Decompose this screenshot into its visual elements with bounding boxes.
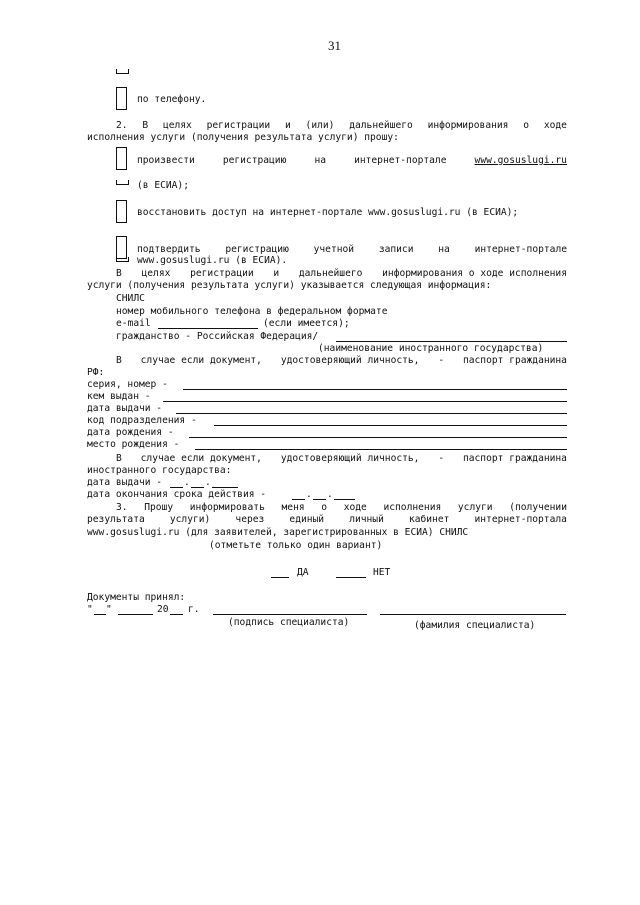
option-confirm-line1: подтвердить регистрацию учетной записи на интернет-портале (137, 244, 567, 255)
option-register-line1: произвести регистрацию на интернет-портале www.gosuslugi.ru (137, 155, 567, 166)
rf-issued-by-line[interactable] (163, 401, 567, 402)
rf-birth-place-label: место рождения - (87, 439, 180, 450)
rf-passport-intro-line2: РФ: (87, 367, 105, 378)
checkbox-phone[interactable] (116, 87, 127, 110)
checkbox-restore[interactable] (116, 200, 127, 223)
foreign-expiry-year[interactable] (334, 499, 355, 500)
choice-yes: ДА (297, 567, 309, 578)
signature-line[interactable] (213, 614, 367, 615)
foreign-expiry-day[interactable] (292, 499, 305, 500)
foreign-issue-day[interactable] (170, 487, 183, 488)
date-quote-open: " (87, 604, 93, 615)
field-email-label: e-mail (116, 318, 151, 329)
info-para-line2: услуги (получения результата услуги) указывается следующая информация: (87, 280, 492, 291)
item3-line2: результата услуги) через единый личный кабинет интернет-портала (87, 514, 567, 525)
rf-passport-intro-line1: В случае если документ, удостоверяющий личность, - паспорт гражданина (116, 355, 567, 366)
accepted-day-line[interactable] (94, 614, 106, 615)
rf-division-code-line[interactable] (214, 425, 567, 426)
rf-issue-date-label: дата выдачи - (87, 403, 163, 414)
field-snils: СНИЛС (116, 293, 145, 304)
rf-series-number-label: серия, номер - (87, 379, 168, 390)
accepted-year-line[interactable] (170, 614, 183, 615)
foreign-issue-year[interactable] (212, 487, 238, 488)
foreign-state-caption: (наименование иностранного государства) (318, 343, 544, 354)
foreign-issue-date-label: дата выдачи - (87, 477, 163, 488)
checkbox-register-bottom (116, 180, 129, 185)
field-mobile: номер мобильного телефона в федеральном формате (116, 306, 388, 317)
page-number: 31 (328, 38, 341, 53)
foreign-passport-intro-line1: В случае если документ, удостоверяющий личность, - паспорт гражданина (116, 453, 567, 464)
item2-line1: 2. В целях регистрации и (или) дальнейшего информирования о ходе (116, 120, 567, 131)
field-citizenship: гражданство - Российская Федерация/ (116, 331, 319, 342)
rf-birth-place-line[interactable] (195, 449, 567, 450)
date-quote-close: " (106, 604, 112, 615)
citizenship-input-line[interactable] (336, 341, 567, 342)
choice-no: НЕТ (373, 567, 391, 578)
field-email-note: (если имеется); (263, 318, 350, 329)
email-input-line[interactable] (158, 328, 258, 329)
foreign-passport-intro-line2: иностранного государства: (87, 465, 232, 476)
option-phone-label: по телефону. (137, 94, 207, 105)
accepted-month-line[interactable] (118, 614, 153, 615)
date-dot: . (205, 477, 211, 488)
no-mark-line[interactable] (336, 577, 366, 578)
signature-caption: (подпись специалиста) (228, 617, 350, 628)
rf-birth-date-label: дата рождения - (87, 427, 174, 438)
checkbox-confirm-bottom (116, 257, 129, 262)
rf-division-code-label: код подразделения - (87, 415, 197, 426)
item2-line2: исполнения услуги (получения результата услуги) прошу: (87, 132, 399, 143)
foreign-expiry-month[interactable] (313, 499, 326, 500)
date-dot: . (306, 489, 312, 500)
rf-issued-by-label: кем выдан - (87, 391, 151, 402)
rf-series-number-line[interactable] (183, 389, 567, 390)
option-restore-label: восстановить доступ на интернет-портале www.gosuslugi.ru (в ЕСИА); (137, 207, 519, 218)
rf-birth-date-line[interactable] (189, 437, 567, 438)
info-para-line1: В целях регистрации и дальнейшего информирования о ходе исполнения (116, 268, 567, 279)
surname-line[interactable] (380, 614, 566, 615)
checkbox-top-partial[interactable] (116, 69, 129, 74)
option-register-line2: (в ЕСИА); (137, 180, 189, 191)
foreign-issue-month[interactable] (191, 487, 204, 488)
date-dot: . (184, 477, 190, 488)
accepted-year-prefix: 20 (157, 604, 169, 615)
item3-note: (отметьте только один вариант) (209, 540, 383, 551)
rf-issue-date-line[interactable] (176, 413, 567, 414)
yes-mark-line[interactable] (271, 577, 289, 578)
gosuslugi-link: www.gosuslugi.ru (474, 155, 567, 166)
option-confirm-line2: www.gosuslugi.ru (в ЕСИА). (137, 255, 288, 266)
checkbox-confirm[interactable] (116, 236, 127, 259)
accepted-year-suffix: г. (188, 604, 200, 615)
date-dot: . (327, 489, 333, 500)
accepted-title: Документы принял: (87, 592, 186, 603)
item3-line1: 3. Прошу информировать меня о ходе исполнения услуги (получении (116, 502, 567, 513)
surname-caption: (фамилия специалиста) (414, 620, 536, 631)
item3-line3: www.gosuslugi.ru (для заявителей, зарегистрированных в ЕСИА) СНИЛС (87, 527, 469, 538)
checkbox-register[interactable] (116, 147, 127, 170)
foreign-expiry-label: дата окончания срока действия - (87, 489, 267, 500)
